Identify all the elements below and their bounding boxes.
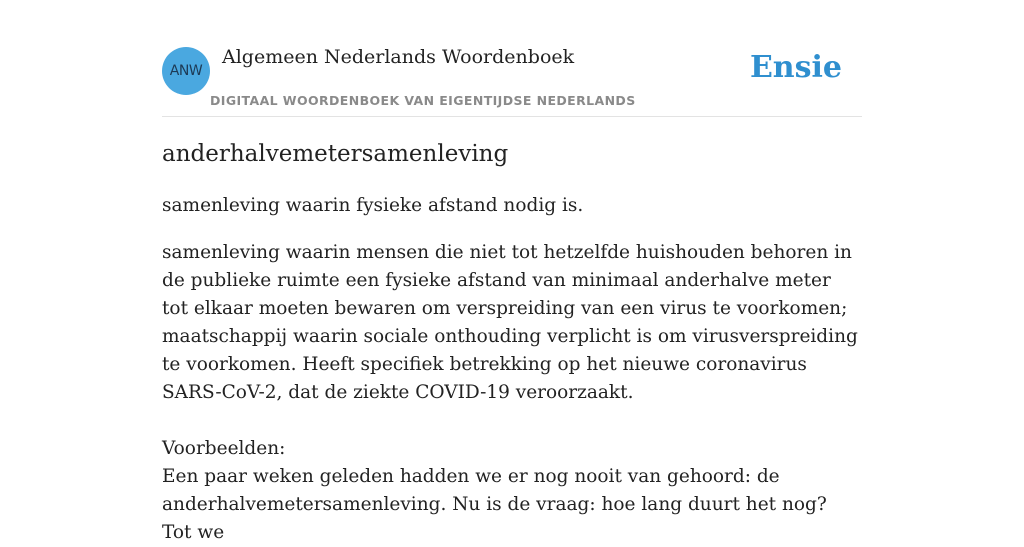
site-title[interactable]: Algemeen Nederlands Woordenboek <box>222 46 575 68</box>
examples-label: Voorbeelden: <box>162 438 286 459</box>
site-subtitle: DIGITAAL WOORDENBOEK VAN EIGENTIJDSE NEDERLANDS <box>210 93 636 108</box>
header <box>162 0 862 117</box>
example-text: Een paar weken geleden hadden we er nog nooit van gehoord: de anderhalvemetersamenleving. Nu is de vraag: hoe lang duurt het nog? Tot we <box>162 466 827 543</box>
ensie-brand-logo[interactable]: Ensie <box>749 50 842 85</box>
long-definition: samenleving waarin mensen die niet tot hetzelfde huishouden behoren in de publieke ruimte een fysieke afstand van minimaal anderhalve meter tot elkaar moeten bewaren om verspreiding van een virus te voorkomen; maatschappij waarin sociale onthouding verplicht is om virusverspreiding te voorkomen. Heeft specifiek betrekking op het nieuwe coronavirus SARS-CoV-2, dat de ziekte COVID-19 veroorzaakt. <box>162 242 858 403</box>
short-definition: samenleving waarin fysieke afstand nodig is. <box>162 195 584 216</box>
anw-logo[interactable] <box>162 47 210 95</box>
entry-content <box>162 138 862 547</box>
logo-text: ANW <box>169 63 203 79</box>
entry-headword: anderhalvemetersamenleving <box>162 141 509 167</box>
